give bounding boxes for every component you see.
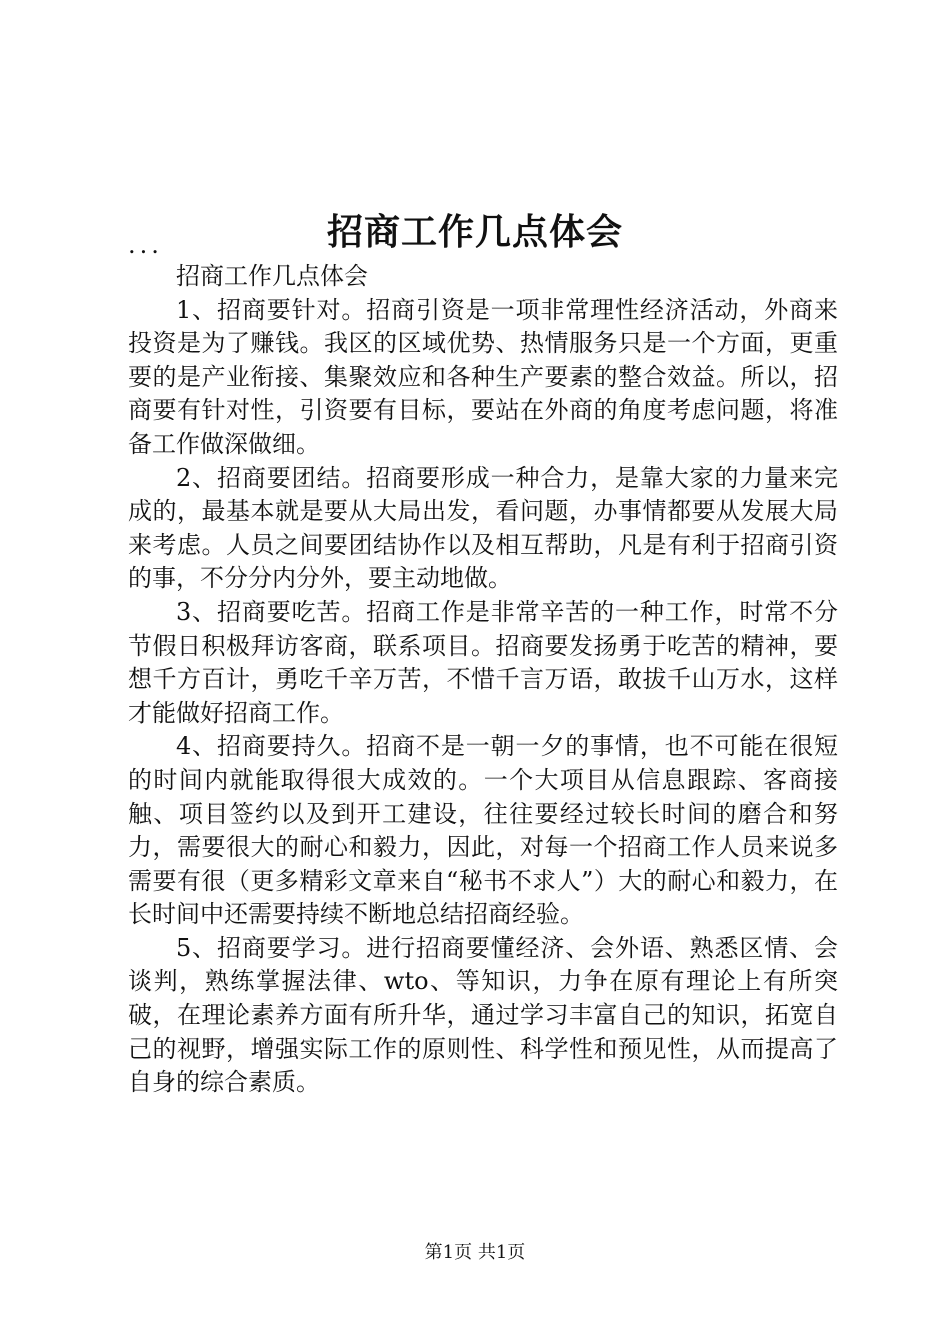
paragraph-3: 3、招商要吃苦。招商工作是非常辛苦的一种工作，时常不分节假日积极拜访客商，联系项目。招商要发扬勇于吃苦的精神，要想千方百计，勇吃千辛万苦，不惜千言万语，敢拔千山万水，这样才能做好招商工作。 bbox=[128, 597, 838, 727]
page-title: 招商工作几点体会 bbox=[326, 211, 623, 254]
document-body bbox=[128, 231, 838, 1100]
paragraph-2: 2、招商要团结。招商要形成一种合力，是靠大家的力量来完成的，最基本就是要从大局出发，看问题，办事情都要从发展大局来考虑。人员之间要团结协作以及相互帮助，凡是有利于招商引资的事，不分分内分外，要主动地做。 bbox=[128, 463, 838, 593]
paragraph-1: 1、招商要针对。招商引资是一项非常理性经济活动，外商来投资是为了赚钱。我区的区域优势、热情服务只是一个方面，更重要的是产业衔接、集聚效应和各种生产要素的整合效益。所以，招商要有针对性，引资要有目标，要站在外商的角度考虑问题，将准备工作做深做细。 bbox=[128, 295, 838, 458]
page-footer: 第1页 共1页 bbox=[424, 1242, 526, 1263]
paragraph-5: 5、招商要学习。进行招商要懂经济、会外语、熟悉区情、会谈判，熟练掌握法律、wto、等知识，力争在原有理论上有所突破，在理论素养方面有所升华，通过学习丰富自己的知识，拓宽自己的视野，增强实际工作的原则性、科学性和预见性，从而提高了自身的综合素质。 bbox=[128, 933, 838, 1097]
paragraph-4: 4、招商要持久。招商不是一朝一夕的事情，也不可能在很短的时间内就能取得很大成效的。一个大项目从信息跟踪、客商接触、项目签约以及到开工建设，往往要经过较长时间的磨合和努力，需要很大的耐心和毅力，因此，对每一个招商工作人员来说多需要有很（更多精彩文章来自“秘书不求人”）大的耐心和毅力，在长时间中还需要持续不断地总结招商经验。 bbox=[128, 732, 838, 929]
document-subtitle: 招商工作几点体会 bbox=[176, 262, 368, 290]
ellipsis-text: ... bbox=[128, 231, 163, 259]
